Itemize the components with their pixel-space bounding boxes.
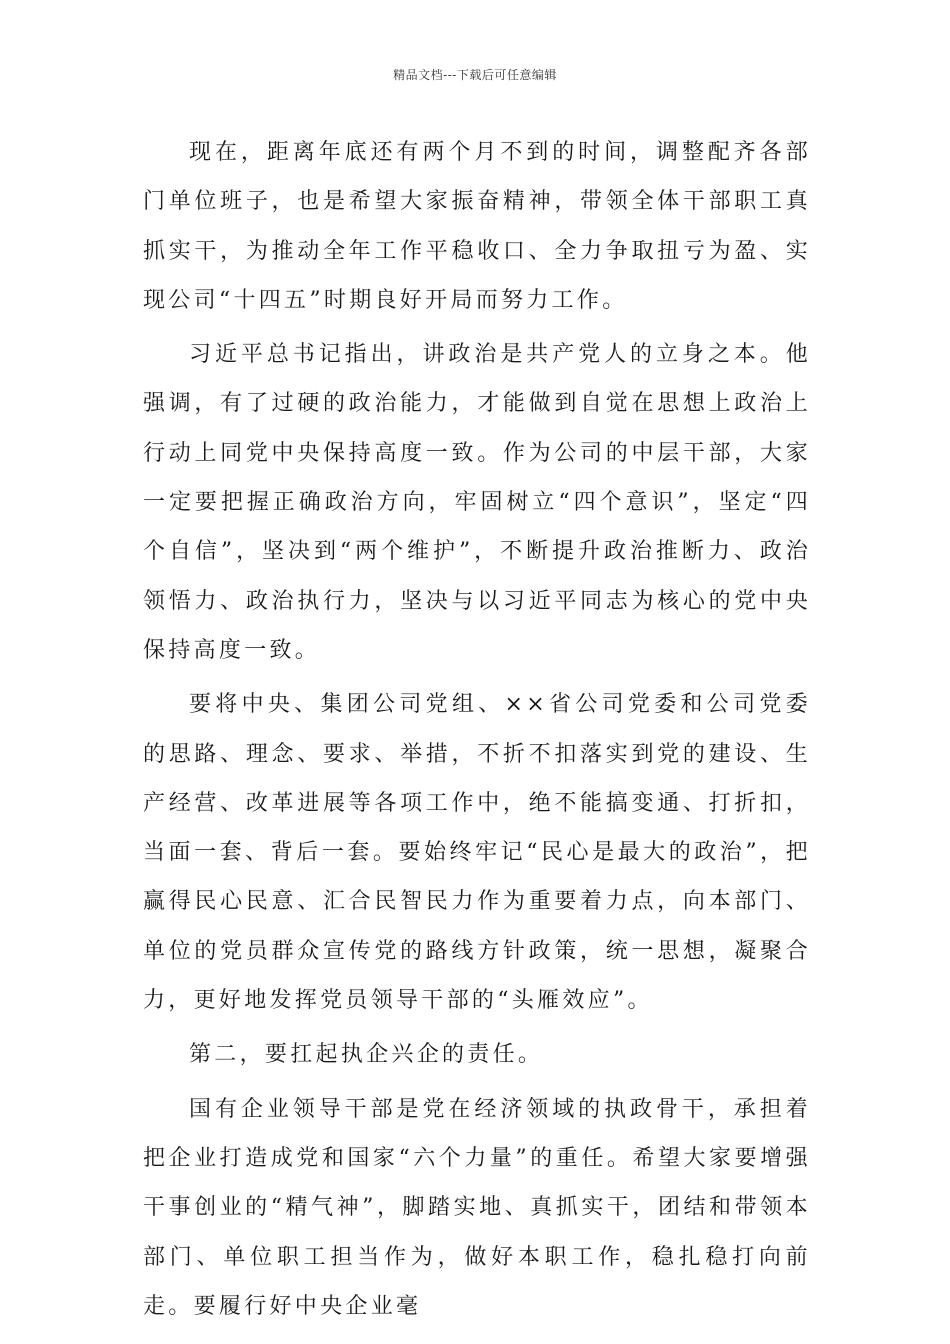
page-header: 精品文档---下载后可任意编辑 <box>393 68 557 82</box>
paragraph-2: 习近平总书记指出，讲政治是共产党人的立身之本。他强调，有了过硬的政治能力，才能做到自觉在思想上政治上行动上同党中央保持高度一致。作为公司的中层干部，大家一定要把握正确政治方向，牢固树立“四个意识”，坚定“四个自信”，坚决到“两个维护”，不断提升政治推断力、政治领悟力、政治执行力，坚决与以习近平同志为核心的党中央保持高度一致。 <box>143 342 811 663</box>
paragraph-4-section-heading: 第二，要扛起执企兴企的责任。 <box>189 1042 544 1068</box>
paragraph-5: 国有企业领导干部是党在经济领域的执政骨干，承担着把企业打造成党和国家“六个力量”的重任。希望大家要增强干事创业的“精气神”，脚踏实地、真抓实干，团结和带领本部门、单位职工担当作为，做好本职工作，稳扎稳打向前走。要履行好中央企业毫 <box>143 1096 811 1319</box>
document-body <box>143 128 811 1336</box>
paragraph-1: 现在，距离年底还有两个月不到的时间，调整配齐各部门单位班子，也是希望大家振奋精神，带领全体干部职工真抓实干，为推动全年工作平稳收口、全力争取扭亏为盈、实现公司“十四五”时期良好开局而努力工作。 <box>143 140 811 313</box>
paragraph-3: 要将中央、集团公司党组、××省公司党委和公司党委的思路、理念、要求、举措，不折不扣落实到党的建设、生产经营、改革进展等各项工作中，绝不能搞变通、打折扣，当面一套、背后一套。要始终牢记“民心是最大的政治”，把赢得民心民意、汇合民智民力作为重要着力点，向本部门、单位的党员群众宣传党的路线方针政策，统一思想，凝聚合力，更好地发挥党员领导干部的“头雁效应”。 <box>143 692 811 1014</box>
